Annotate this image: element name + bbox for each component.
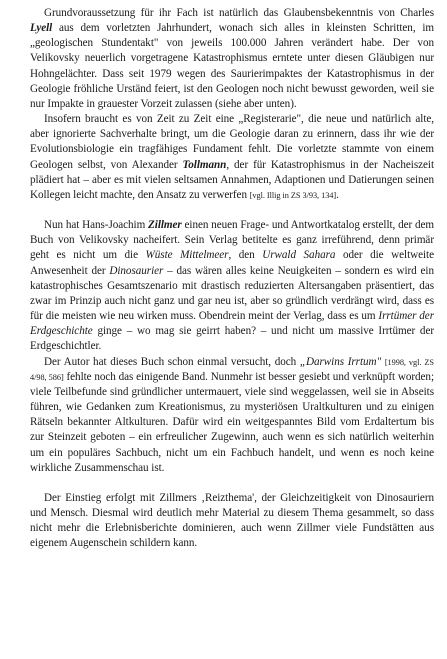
text-segment: , der für Katastrophismus in der Nacheiszeit plädiert hat – aber es mit vielen seltsamen Annahmen, Adaptionen und Datierungen seinen Kollegen leicht machte, den Ansatz zu verwerfen bbox=[30, 158, 435, 201]
author-name-text: Tollmann bbox=[182, 158, 227, 171]
text-segment: Der Einstieg erfolgt mit Zillmers ‚Reizthema', der Gleichzeitigkeit von Dinosauriern und Mensch. Diesmal wird deutlich mehr Material zu diesem Thema gesammelt, so dass nicht mehr die Erlebnisberichte dominieren, auch wenn Zillmer viele Fundstätten aus eigenem Augenschein schildern kann. bbox=[30, 491, 434, 550]
text-segment: einen neuen Frage- und Antwortkatalog erstellt, der dem Buch von Velikovsky nacheifert. Sein Verlag betitelte es ganz irreführend, denn primär geht es nicht um die bbox=[30, 219, 434, 262]
book-title: „Darwins Irrtum" bbox=[299, 355, 382, 368]
paragraph bbox=[30, 355, 434, 476]
paragraph bbox=[30, 491, 434, 552]
citation-reference: [1998, vgl. ZS 4/98, 586] bbox=[30, 357, 434, 382]
author-name-text: Zillmer bbox=[148, 219, 182, 232]
citation-reference: [vgl. Illig in ZS 3/93, 134] bbox=[249, 190, 337, 200]
text-segment: , den bbox=[228, 249, 263, 262]
text-segment: ginge – wo mag sie geirrt haben? – und nicht um massive Irrtümer der Erdgeschichtler. bbox=[30, 325, 434, 353]
book-title: Dinosaurier bbox=[109, 264, 164, 277]
text-segment: fehlte noch das einigende Band. Nunmehr ist besser gesiebt und verknüpft worden; viele Teilbefunde sind gründlicher untermauert, viele sind weggelassen, weil sie in Abseits führen, wie Gedanken zum Kreationismus, zu mysteriösen Uraltkulturen und zu einigen Rätseln bekannter Altkulturen. Dafür wird ein weitgespanntes Bild vom Erdaltertum bis zur Steinzeit geboten – ein erfreulicher Zugewinn, auch wenn es sich natürlich weiterhin um ein populäres Sachbuch, nicht um ein Fachbuch handelt, und wenn es noch keine wirkliche Zusammenschau ist. bbox=[30, 370, 434, 474]
paragraph bbox=[30, 218, 434, 354]
text-segment: Grundvoraussetzung für ihr Fach ist natürlich das Glaubensbekenntnis von Charles bbox=[44, 7, 434, 19]
book-title: Urwald Sahara bbox=[262, 249, 336, 262]
author-name bbox=[183, 159, 227, 171]
text-segment: Der Autor hat dieses Buch schon einmal versucht, doch bbox=[44, 355, 300, 368]
text-segment: Insofern braucht es von Zeit zu Zeit eine „Registerarie", die neue und natürlich alte, aber ignorierte Sachverhalte bringt, um die Geologie daran zu erinnern, dass ihr wie der Evolutionsbiologie ein tragfähiges Fundament fehlt. Die vorletzte stammte von einem Geologen selbst, von Alexander bbox=[30, 113, 434, 171]
author-name bbox=[148, 219, 182, 231]
book-title: Irrtümer der Erdgeschichte bbox=[30, 310, 434, 338]
paragraph bbox=[30, 112, 434, 203]
text-segment: oder die weltweite Anwesenheit der bbox=[30, 249, 434, 277]
author-name bbox=[30, 22, 52, 34]
text-segment: – das wären alles keine Neuigkeiten – sondern es wird ein katastrophisches Gesamtszenario mit drastisch reduzierten Altersangaben präsentiert, das zwar im Prinzip auch nicht ganz und gar neu ist, aber so gründlich verdrängt wird, dass es für die meisten wie neu wirken muss. Obendrein meint der Verlag, dass es um bbox=[30, 264, 434, 323]
book-title: Wüste Mittelmeer bbox=[145, 249, 229, 262]
text-segment: Nun hat Hans-Joachim bbox=[44, 219, 149, 232]
text-segment: . bbox=[336, 188, 339, 201]
author-name-text: Lyell bbox=[30, 22, 53, 35]
text-segment: aus dem vorletzten Jahrhundert, wonach sich alles in kleinsten Schritten, im „geologischen Stundentakt" von jeweils 100.000 Jahren verändert habe. Der von Velikovsky neuerlich vorgetragene Katastrophismus erntete unter diesen Gläubigen nur Hohngelächter. Dass seit 1979 wegen des Saurierimpaktes der Katastrophismus in der Geologie fröhliche Urständ feiert, ist den Geologen noch nicht bewusst geworden, weil sie nur Impakte in grauester Vorzeit zulassen (siehe aber unten). bbox=[30, 22, 434, 110]
paragraph bbox=[30, 6, 434, 112]
document-page bbox=[30, 6, 434, 552]
